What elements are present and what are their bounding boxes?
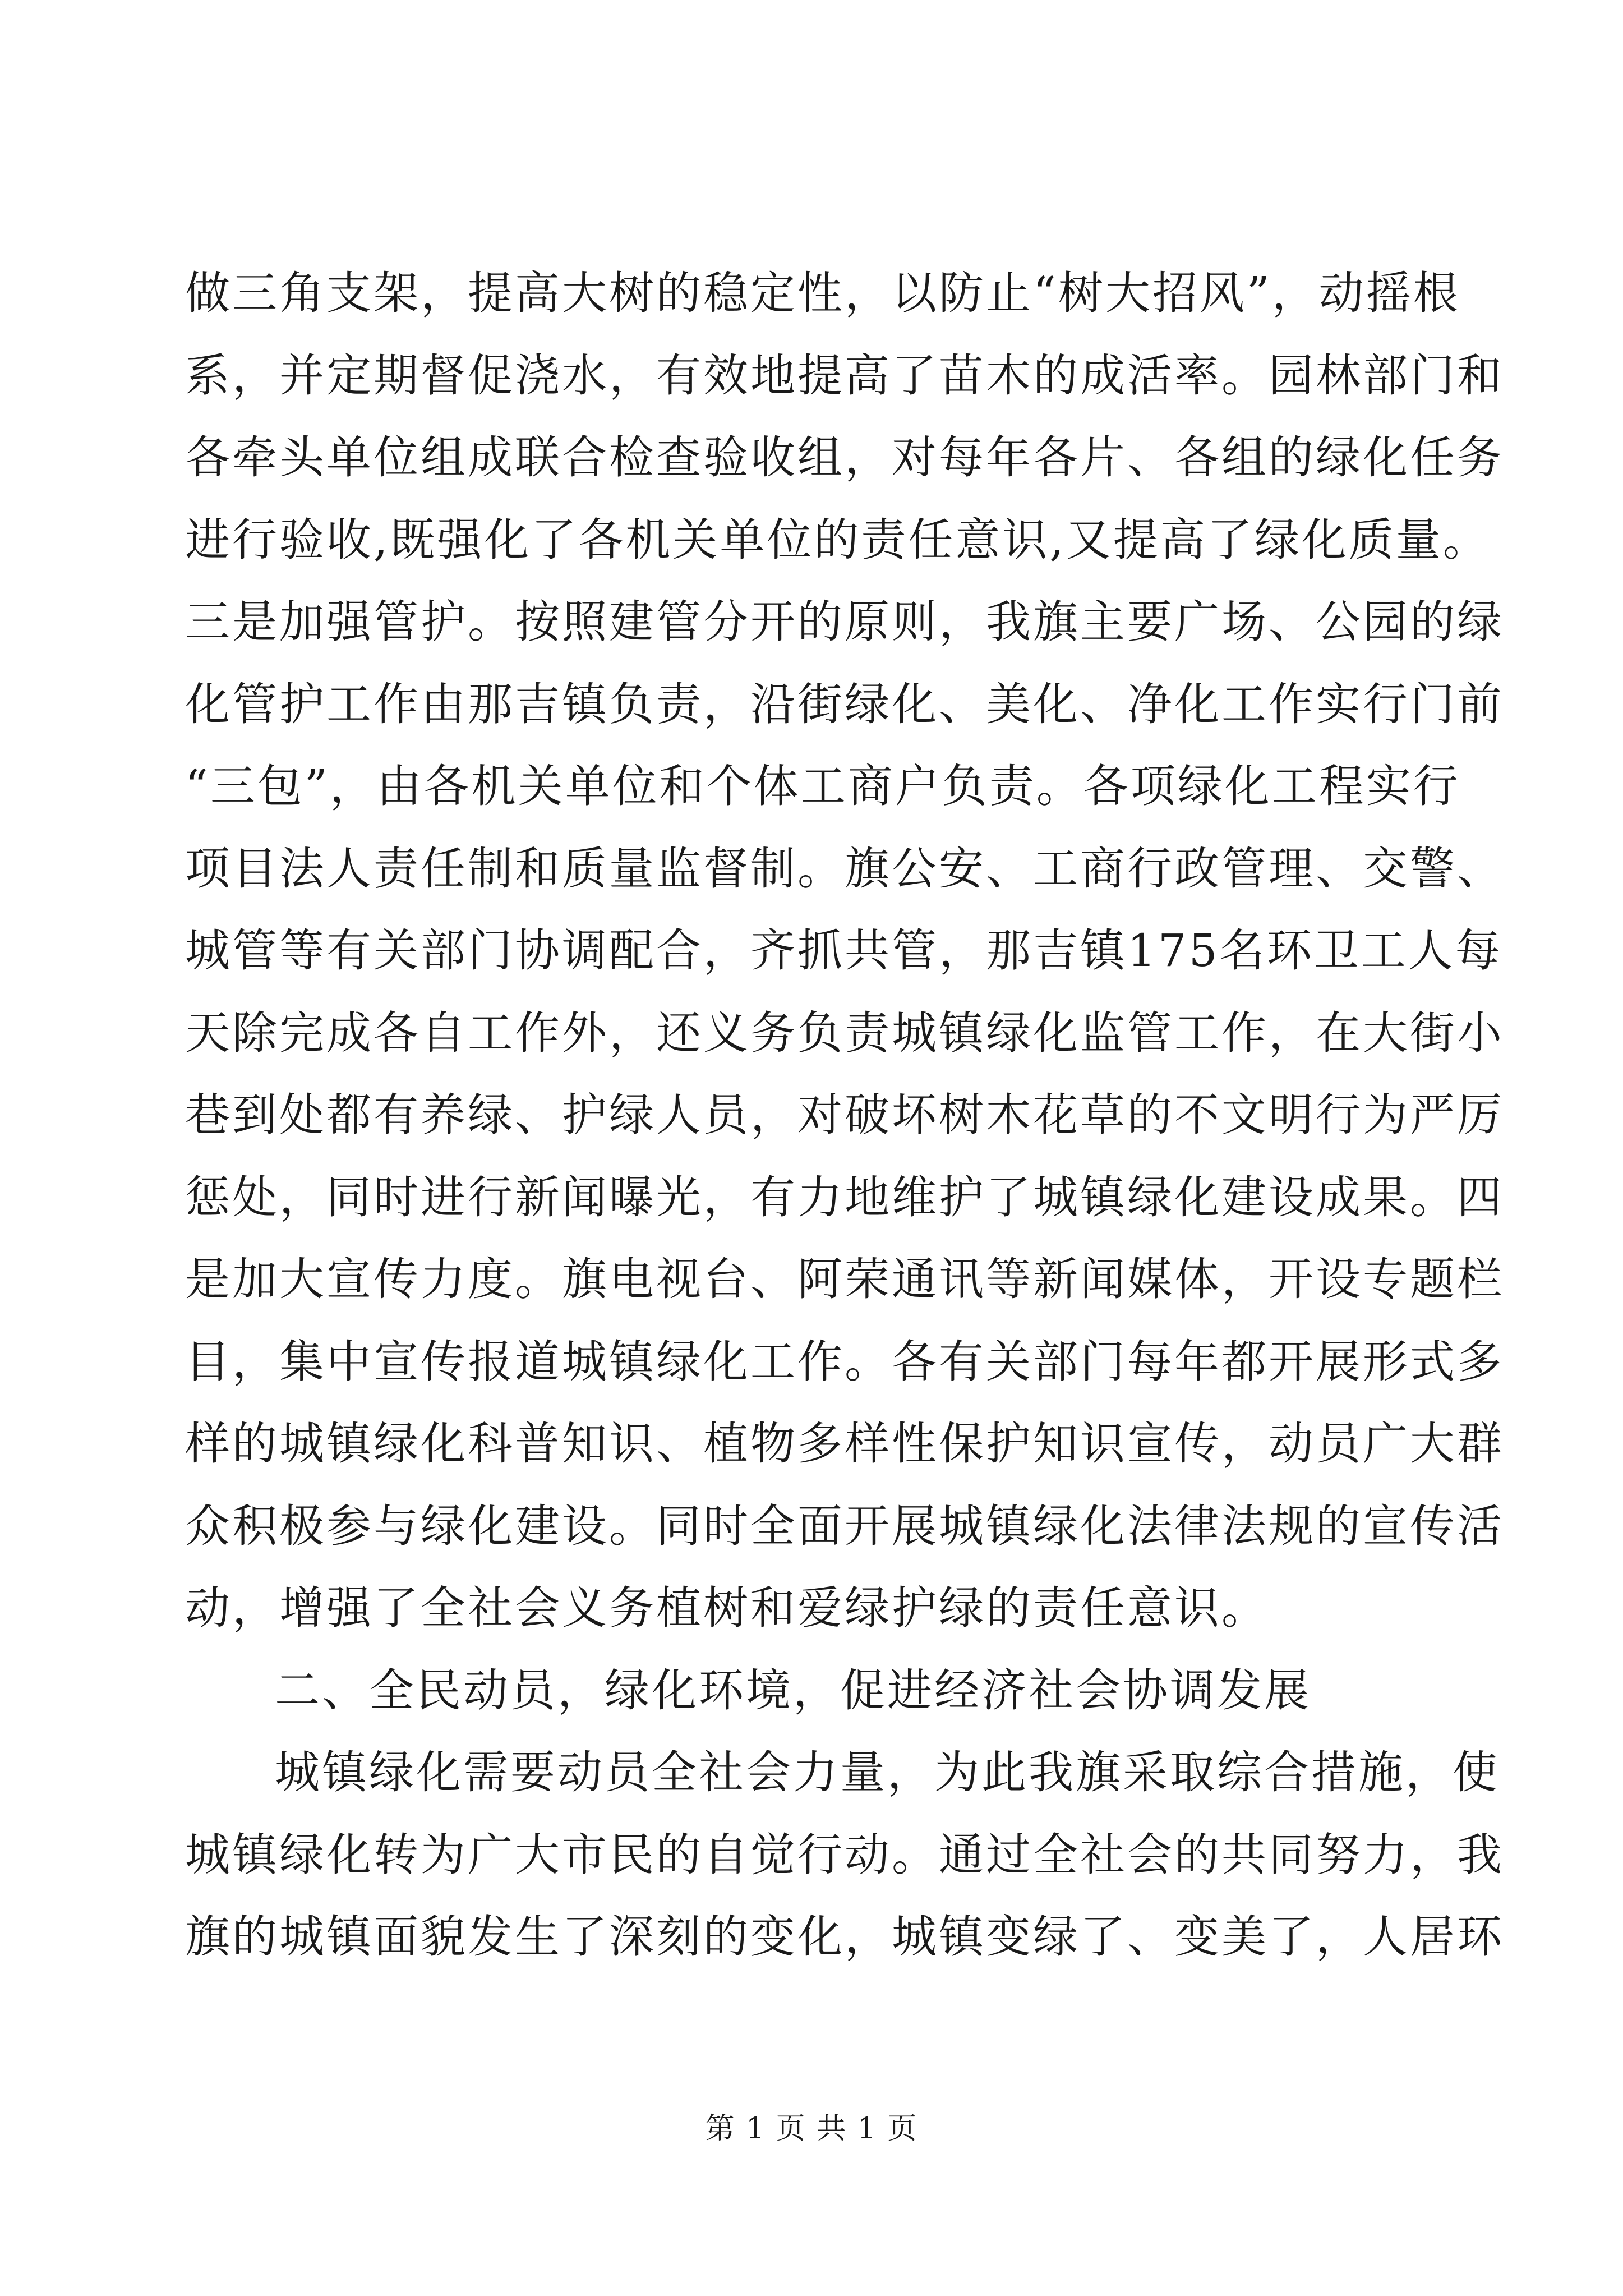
text-line: 城镇绿化转为广大市民的自觉行动。通过全社会的共同努力，我 [185,1828,1504,1881]
text-line: 样的城镇绿化科普知识、植物多样性保护知识宣传，动员广大群 [185,1418,1504,1470]
text-line: 进行验收,既强化了各机关单位的责任意识,又提高了绿化质量。 [185,513,1490,566]
text-line: 系，并定期督促浇水，有效地提高了苗木的成活率。园林部门和 [185,349,1504,402]
text-line: 旗的城镇面貌发生了深刻的变化，城镇变绿了、变美了，人居环 [185,1911,1504,1963]
text-line: 动，增强了全社会义务植树和爱绿护绿的责任意识。 [185,1582,1269,1634]
text-line: 做三角支架，提高大树的稳定性，以防止“树大招风”，动摇根 [185,267,1460,319]
text-line: 惩处，同时进行新闻曝光，有力地维护了城镇绿化建设成果。四 [185,1171,1504,1223]
text-line: 众积极参与绿化建设。同时全面开展城镇绿化法律法规的宣传活 [185,1499,1504,1552]
text-line: 目，集中宣传报道城镇绿化工作。各有关部门每年都开展形式多 [185,1335,1504,1388]
text-line: 三是加强管护。按照建管分开的原则，我旗主要广场、公园的绿 [185,596,1504,648]
document-body [185,252,1504,1978]
text-line: 化管护工作由那吉镇负责，沿街绿化、美化、净化工作实行门前 [185,678,1504,730]
text-line: “三包”，由各机关单位和个体工商户负责。各项绿化工程实行 [185,760,1460,812]
text-line: 巷到处都有养绿、护绿人员，对破坏树木花草的不文明行为严厉 [185,1089,1504,1141]
section-heading: 二、全民动员，绿化环境，促进经济社会协调发展 [275,1664,1311,1717]
text-line: 各牵头单位组成联合检查验收组，对每年各片、各组的绿化任务 [185,431,1504,484]
text-line: 城管等有关部门协调配合，齐抓共管，那吉镇175名环卫工人每 [185,924,1502,977]
text-line: 项目法人责任制和质量监督制。旗公安、工商行政管理、交警、 [185,842,1504,895]
page-number-footer: 第 1 页 共 1 页 [705,2112,918,2146]
text-line: 是加大宣传力度。旗电视台、阿荣通讯等新闻媒体，开设专题栏 [185,1253,1504,1305]
text-line: 城镇绿化需要动员全社会力量，为此我旗采取综合措施，使 [275,1746,1500,1798]
text-line: 天除完成各自工作外，还义务负责城镇绿化监管工作，在大街小 [185,1006,1504,1059]
